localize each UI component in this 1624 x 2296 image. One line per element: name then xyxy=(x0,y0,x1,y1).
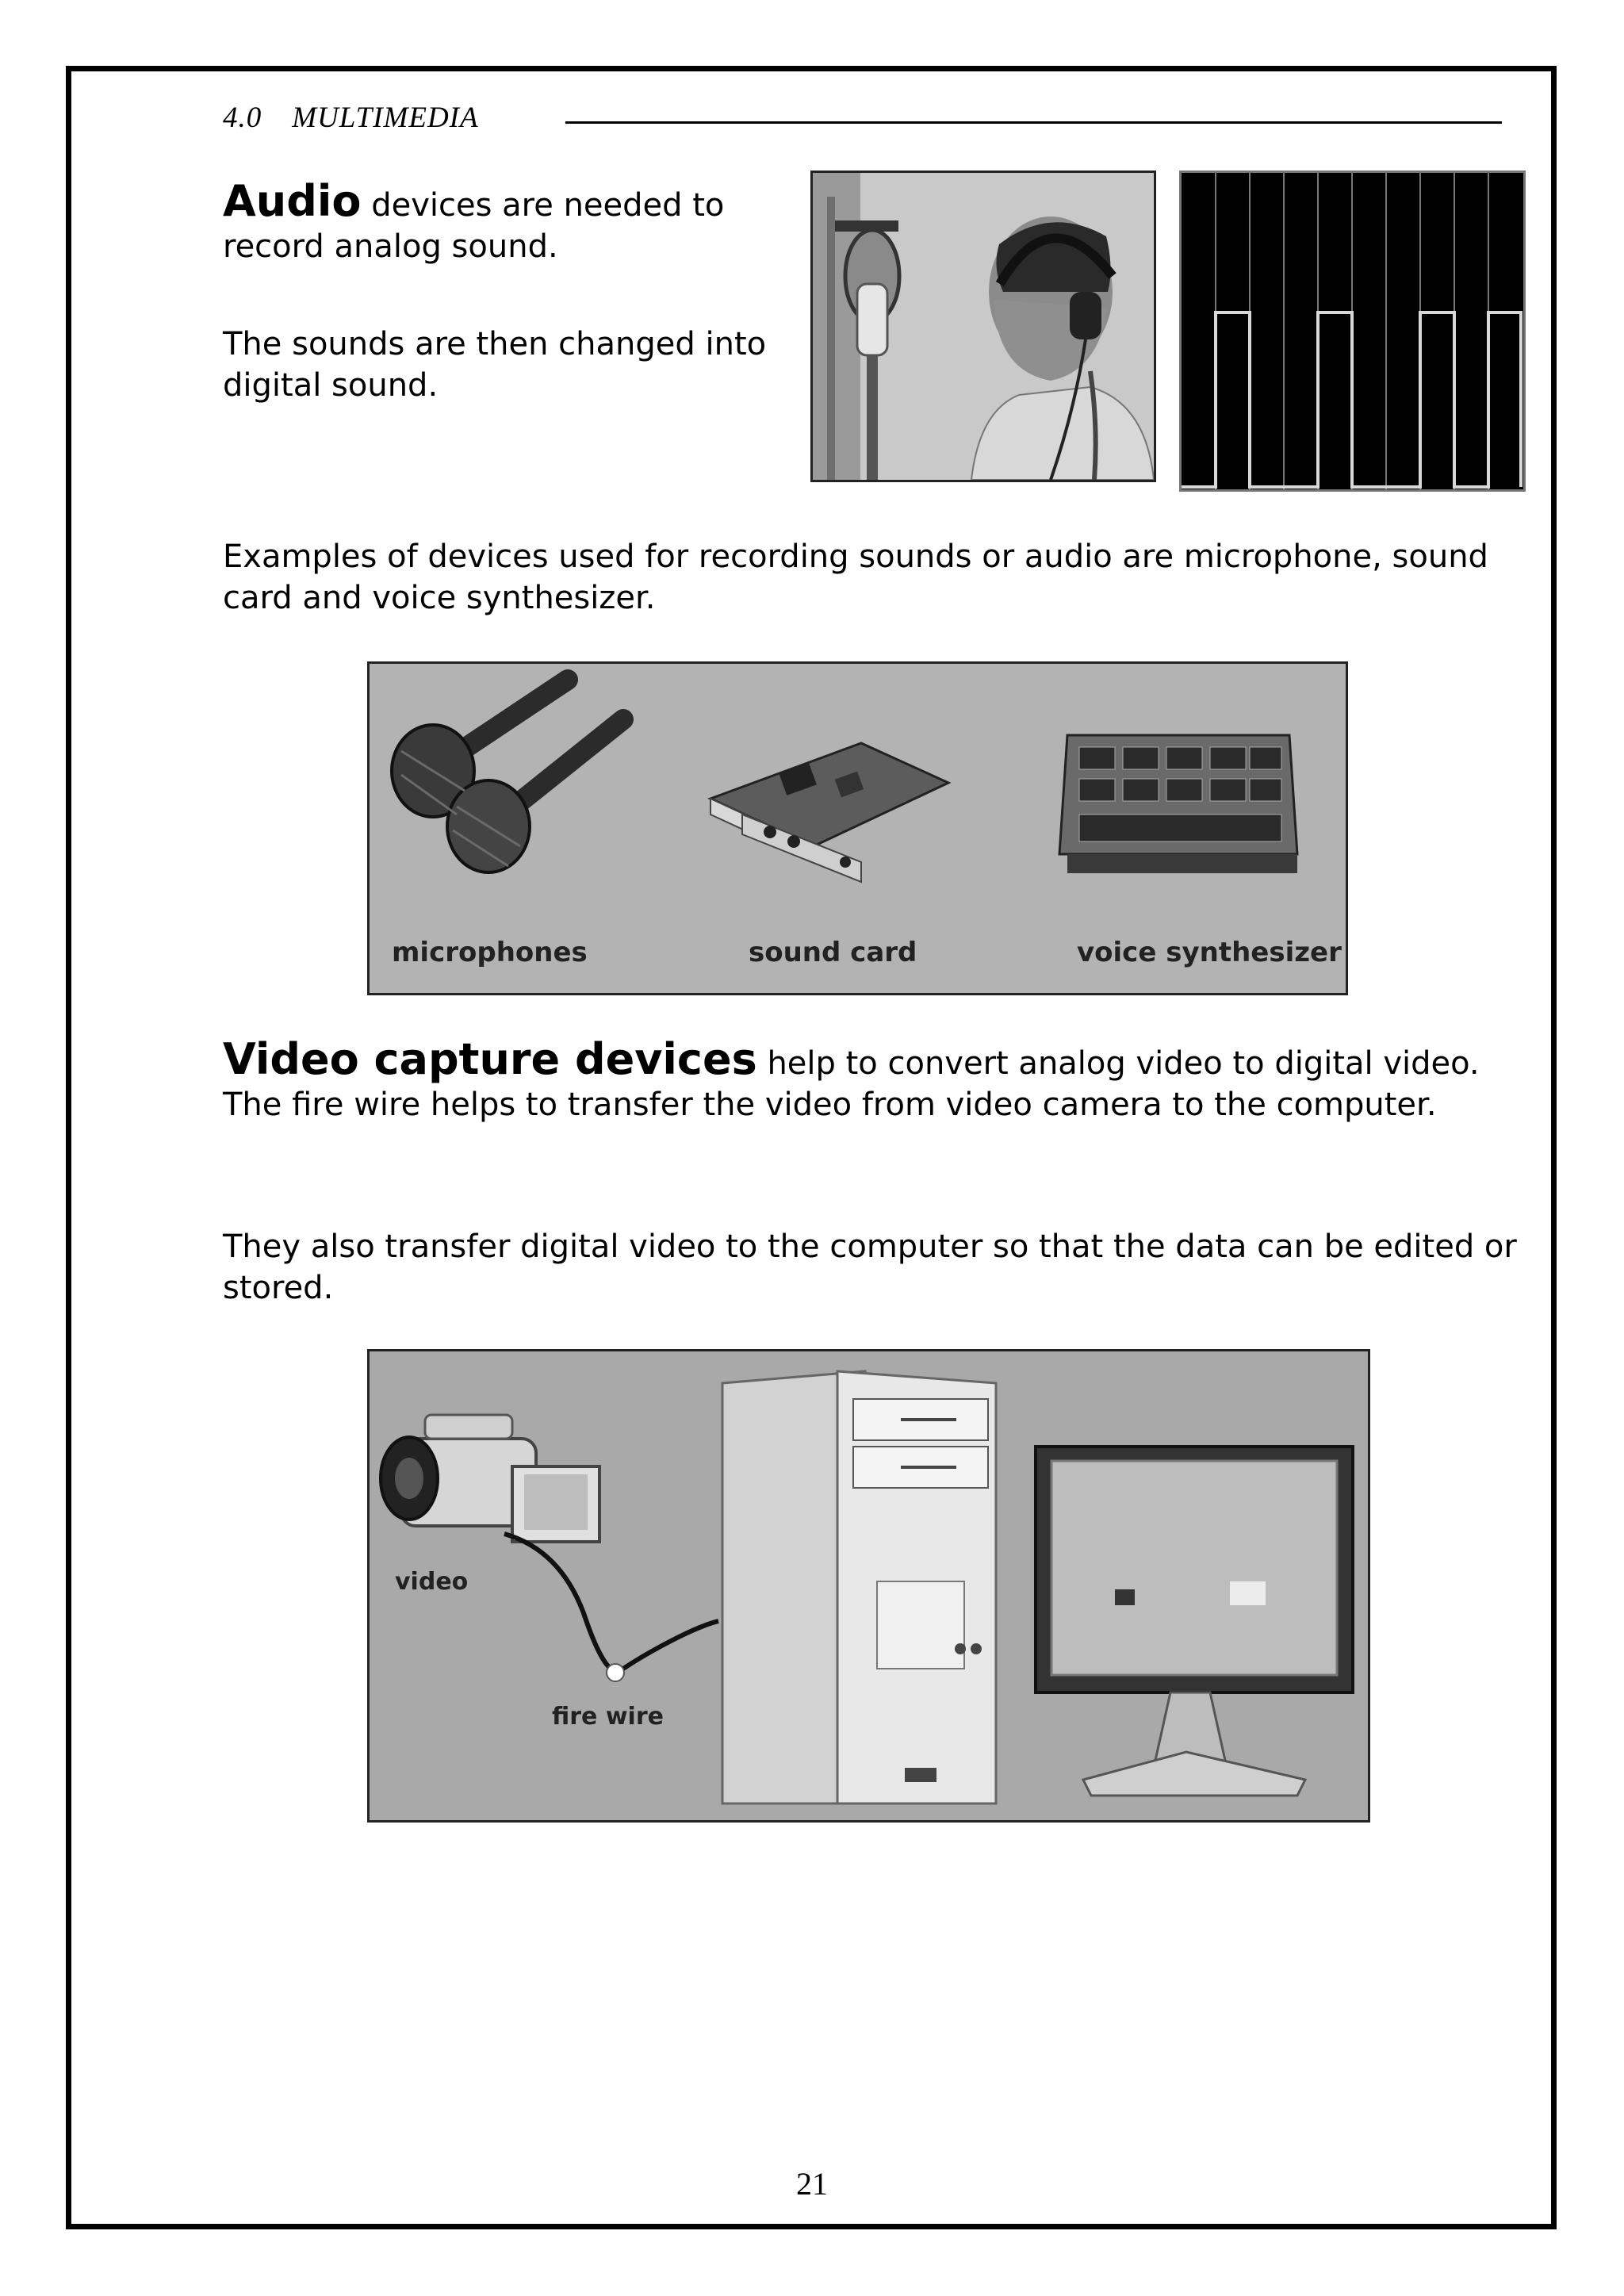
section-number: 4.0 xyxy=(223,102,262,134)
video-heading: Video capture devices xyxy=(223,1034,757,1084)
header-rule xyxy=(565,121,1502,124)
section-header xyxy=(223,101,479,135)
audio-devices-figure xyxy=(367,661,1348,995)
video-paragraph-2: They also transfer digital video to the computer so that the data can be edited or stored. xyxy=(223,1228,1517,1306)
audio-intro-text: devices are needed to record analog sound. xyxy=(223,187,725,265)
label-voice-synthesizer: voice synthesizer xyxy=(1077,937,1342,968)
digital-waveform-graphic xyxy=(1179,171,1526,492)
page-number: 21 xyxy=(796,2166,828,2202)
audio-examples: Examples of devices used for recording sounds or audio are microphone, sound card and voice synthesizer. xyxy=(223,539,1488,616)
audio-heading: Audio xyxy=(223,176,362,226)
label-video: video xyxy=(395,1568,469,1596)
voice-synthesizer-illustration xyxy=(1059,735,1297,873)
audio-paragraph-2: The sounds are then changed into digital sound. xyxy=(223,326,767,404)
computer-tower-illustration xyxy=(722,1371,996,1803)
audio-intro xyxy=(223,176,794,267)
video-intro xyxy=(223,1034,1523,1125)
label-microphones: microphones xyxy=(392,937,588,968)
video-capture-figure xyxy=(367,1349,1370,1823)
video-intro-text: help to convert analog video to digital video. The fire wire helps to transfer the video from video camera to the computer. xyxy=(223,1045,1480,1123)
label-fire-wire: fire wire xyxy=(552,1703,664,1731)
label-sound-card: sound card xyxy=(749,937,917,968)
section-title: MULTIMEDIA xyxy=(292,102,479,134)
recording-photo xyxy=(810,171,1156,482)
